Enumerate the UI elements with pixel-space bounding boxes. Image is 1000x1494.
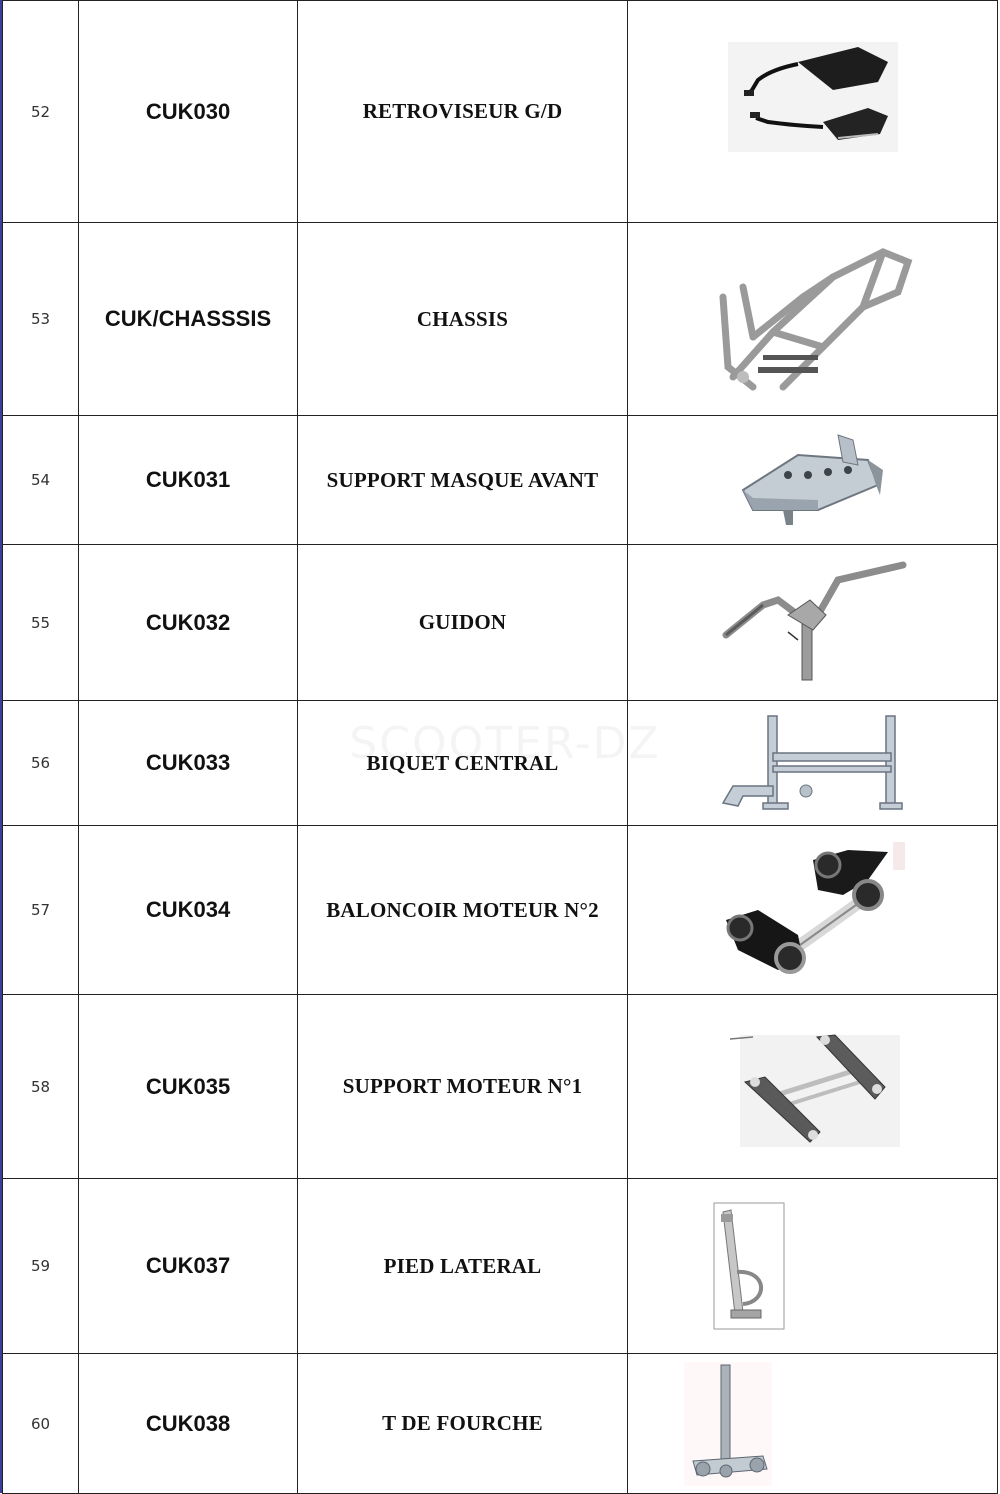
engine-mount-icon bbox=[725, 1027, 900, 1147]
front-mask-bracket-icon bbox=[738, 430, 888, 530]
table-row bbox=[3, 223, 998, 416]
part-designation: BIQUET CENTRAL bbox=[298, 701, 628, 826]
part-designation: SUPPORT MASQUE AVANT bbox=[298, 416, 628, 545]
part-reference: CUK035 bbox=[79, 995, 298, 1179]
handlebar-icon bbox=[718, 560, 908, 685]
table-row bbox=[3, 701, 998, 826]
part-designation: CHASSIS bbox=[298, 223, 628, 416]
table-row bbox=[3, 1354, 998, 1494]
table-row bbox=[3, 545, 998, 701]
row-number: 57 bbox=[3, 826, 79, 995]
part-reference: CUK031 bbox=[79, 416, 298, 545]
table-row bbox=[3, 1, 998, 223]
table-row bbox=[3, 416, 998, 545]
part-designation: GUIDON bbox=[298, 545, 628, 701]
engine-swingarm-icon bbox=[718, 840, 908, 980]
part-reference: CUK/CHASSSIS bbox=[79, 223, 298, 416]
side-stand-icon bbox=[713, 1202, 785, 1330]
part-designation: PIED LATERAL bbox=[298, 1179, 628, 1354]
table-row bbox=[3, 826, 998, 995]
part-image-cell bbox=[628, 1, 998, 223]
fork-tee-icon bbox=[683, 1361, 773, 1487]
part-designation: T DE FOURCHE bbox=[298, 1354, 628, 1494]
part-reference: CUK033 bbox=[79, 701, 298, 826]
part-image-cell bbox=[628, 416, 998, 545]
part-reference: CUK038 bbox=[79, 1354, 298, 1494]
part-designation: RETROVISEUR G/D bbox=[298, 1, 628, 223]
part-reference: CUK034 bbox=[79, 826, 298, 995]
row-number: 56 bbox=[3, 701, 79, 826]
row-number: 52 bbox=[3, 1, 79, 223]
part-image-cell bbox=[628, 545, 998, 701]
part-reference: CUK037 bbox=[79, 1179, 298, 1354]
rearview-mirrors-icon bbox=[728, 42, 898, 162]
part-image-cell bbox=[628, 223, 998, 416]
row-number: 59 bbox=[3, 1179, 79, 1354]
table-row bbox=[3, 1179, 998, 1354]
row-number: 58 bbox=[3, 995, 79, 1179]
part-image-cell bbox=[628, 995, 998, 1179]
center-stand-icon bbox=[718, 711, 908, 816]
parts-table bbox=[2, 0, 998, 1494]
row-number: 60 bbox=[3, 1354, 79, 1494]
part-image-cell bbox=[628, 1179, 998, 1354]
row-number: 55 bbox=[3, 545, 79, 701]
table-row bbox=[3, 995, 998, 1179]
part-reference: CUK032 bbox=[79, 545, 298, 701]
row-number: 54 bbox=[3, 416, 79, 545]
part-image-cell bbox=[628, 1354, 998, 1494]
part-reference: CUK030 bbox=[79, 1, 298, 223]
part-designation: SUPPORT MOTEUR N°1 bbox=[298, 995, 628, 1179]
part-image-cell bbox=[628, 701, 998, 826]
part-image-cell bbox=[628, 826, 998, 995]
row-number: 53 bbox=[3, 223, 79, 416]
chassis-frame-icon bbox=[713, 237, 913, 402]
part-designation: BALONCOIR MOTEUR N°2 bbox=[298, 826, 628, 995]
